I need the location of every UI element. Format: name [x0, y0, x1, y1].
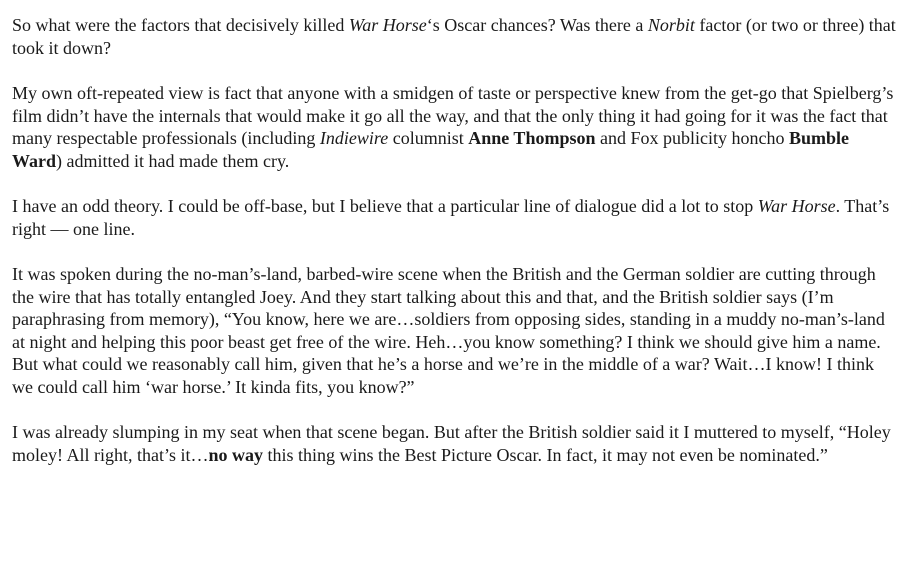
paragraph-2 [12, 82, 896, 172]
text: . That’s right — one line. [12, 196, 890, 239]
text: ) admitted it had made them cry. [56, 150, 290, 171]
paragraph-5 [12, 421, 896, 466]
article-body [12, 14, 896, 489]
paragraph-4 [12, 263, 896, 398]
emphasis: no way [208, 444, 264, 465]
text: So what were the factors that decisively killed [12, 15, 349, 35]
text: columnist [388, 128, 469, 148]
publication-name: Indiewire [319, 128, 389, 148]
text: My own oft-repeated view is fact that anyone with a smidgen of taste or perspective knew from the get-go that Spielberg’s film didn’t have the internals that would make it go all the way, and that the only thing it had going for it was the fact that many respectable professionals (including [12, 83, 894, 148]
text: It was spoken during the no-man’s-land, barbed-wire scene when the British and the German soldier are cutting through the wire that has totally entangled Joey. And they start talking about this and that, and the British soldier says (I’m paraphrasing from memory), “You know, here we are…soldiers from opposing sides, standing in a muddy no-man’s-land at night and helping this poor beast get free of the wire. Heh…you know something? I think we should give him a name. But what could we reasonably call him, given that he’s a horse and we’re in the middle of a war? Wait…I know! I think we could call him ‘war horse.’ It kinda fits, you know?” [12, 264, 885, 397]
person-name: Anne Thompson [468, 128, 596, 148]
film-title: War Horse [348, 15, 427, 35]
text: this thing wins the Best Picture Oscar. In fact, it may not even be nominated.” [263, 444, 828, 465]
person-name: Bumble Ward [12, 128, 849, 171]
paragraph-1 [12, 14, 896, 59]
text: I was already slumping in my seat when that scene began. But after the British soldier said it I muttered to myself, “Holey moley! All right, that’s it… [12, 422, 891, 465]
text: and Fox publicity honcho [595, 128, 789, 148]
paragraph-3 [12, 195, 896, 240]
film-title: War Horse [757, 196, 836, 216]
text: factor (or two or three) that took it down? [12, 15, 896, 58]
text: ‘s Oscar chances? Was there a [426, 15, 648, 35]
film-title: Norbit [647, 15, 695, 35]
text: I have an odd theory. I could be off-base, but I believe that a particular line of dialogue did a lot to stop [12, 196, 758, 216]
